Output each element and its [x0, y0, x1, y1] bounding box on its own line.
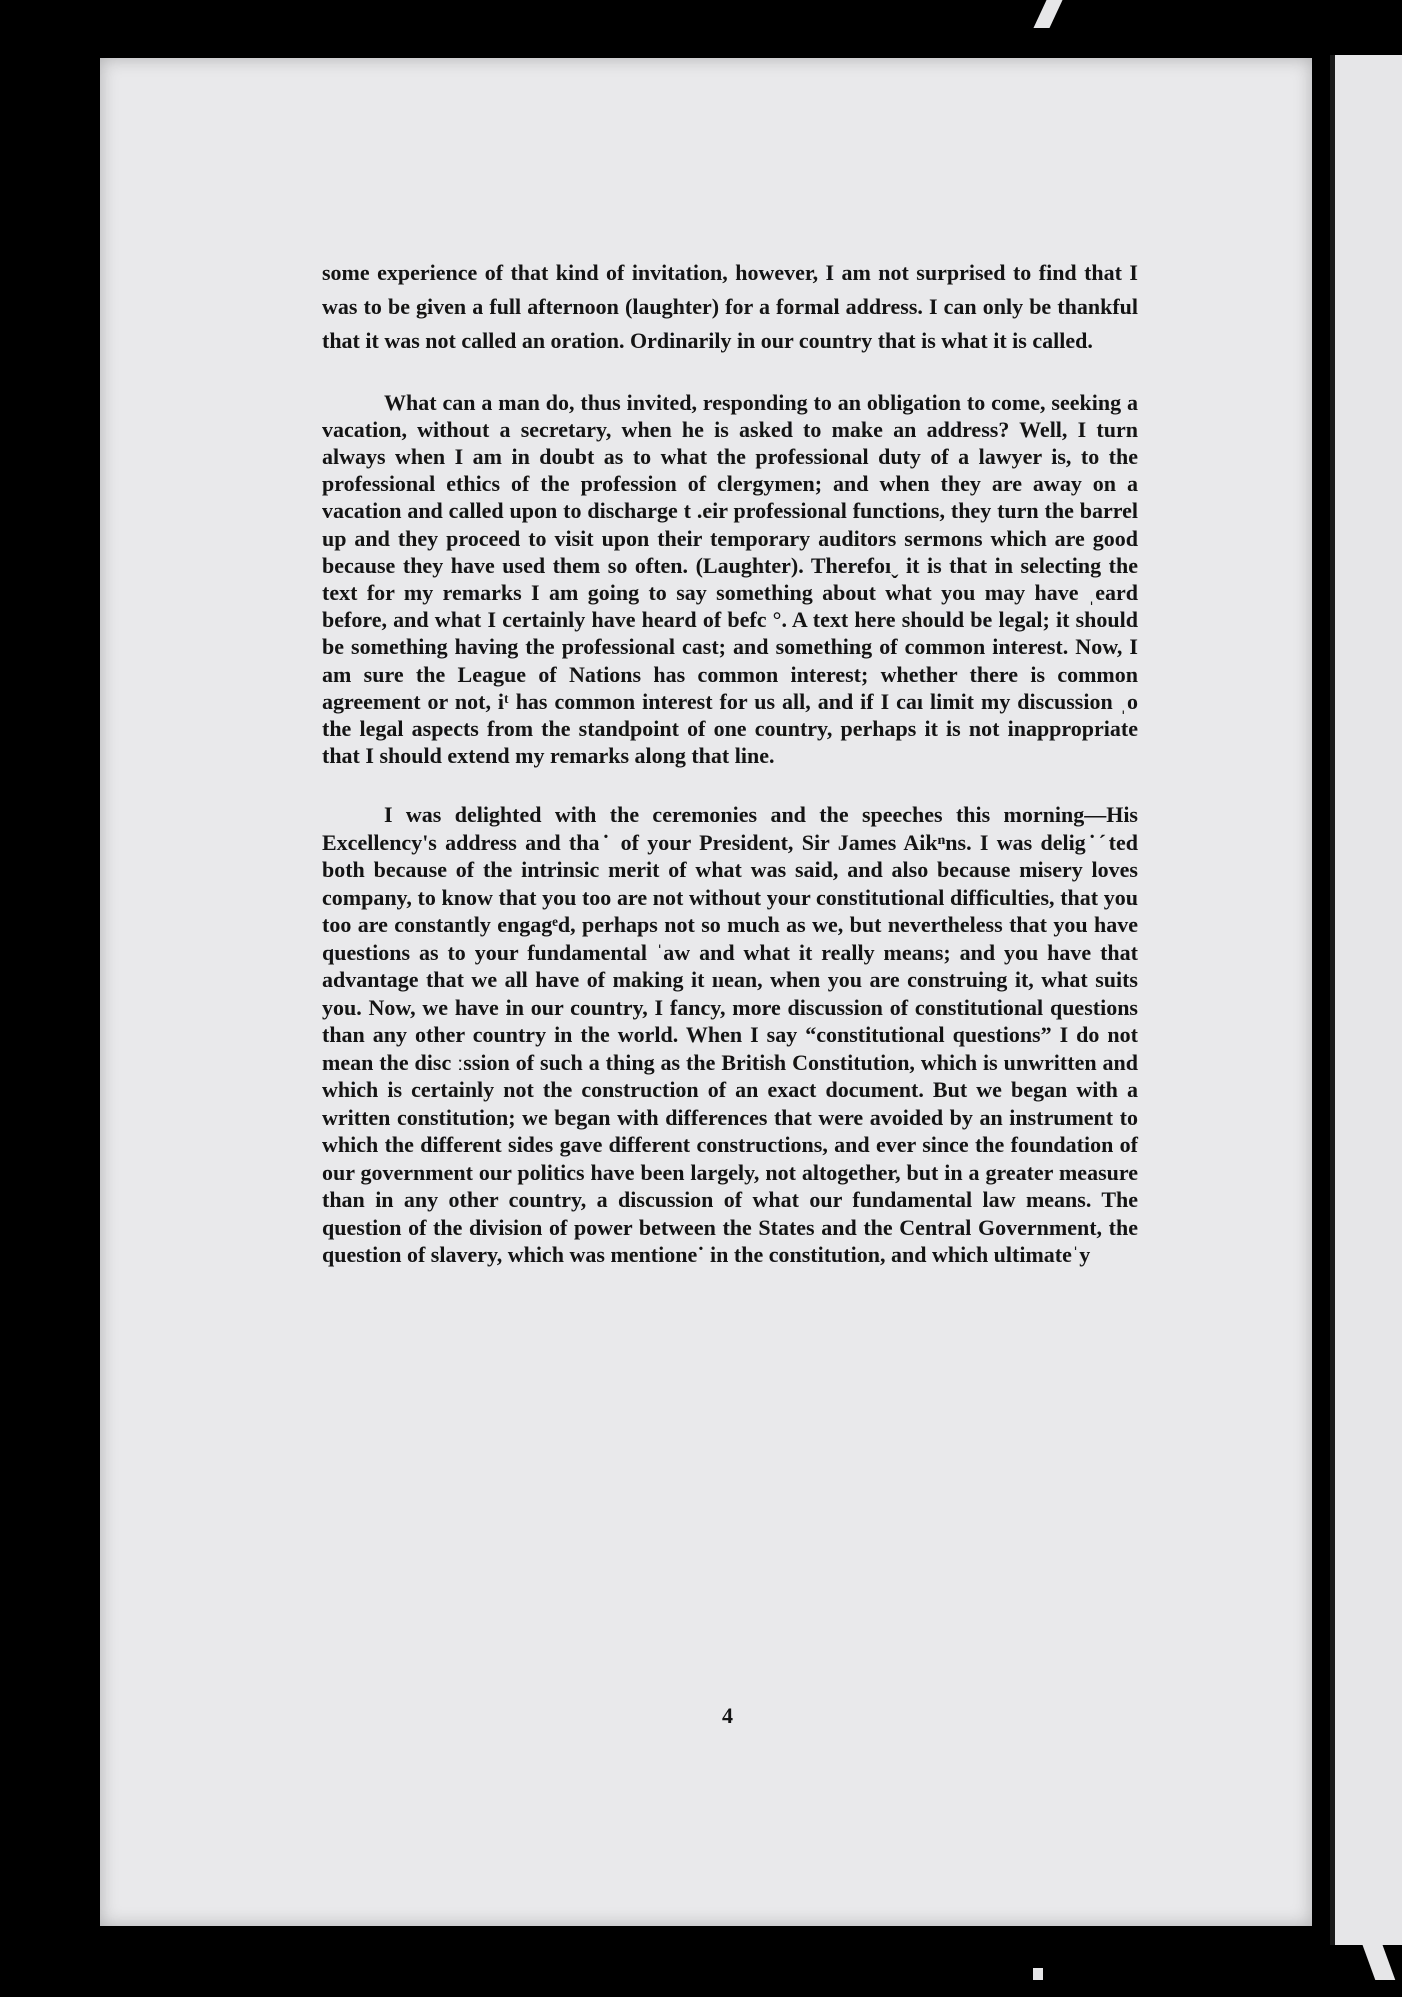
scan-speck: [1033, 0, 1062, 28]
next-page-edge: [1330, 55, 1402, 1945]
scan-speck: [1361, 1940, 1396, 1980]
paragraph-1: some experience of that kind of invitation, however, I am not surprised to find that I was to be given a full afternoon (laughter) for a formal address. I can only be thankful that it was not called an oration. Ordinarily in our country that is what it is called.: [322, 260, 1138, 354]
page-number: 4: [722, 1703, 733, 1728]
paragraph-3: I was delighted with the ceremonies and the speeches this morning—His Excellency's address and tha˙ of your President, Sir James Aikⁿns. I was delig˙ˊted both because of the intrinsic merit of what was said, and also because misery loves company, to know that you too are not without your constitutional difficulties, that you too are constantly engagᵉd, perhaps not so much as we, but nevertheless that you have questions as to your fundamental ˈaw and what it really means; and you have that advantage that we all have of making it ııean, when you are construing it, what suits you. Now, we have in our country, I fancy, more discussion of constitutional questions than any other country in the world. When I say “constitutional questions” I do not mean the disc ːssion of such a thing as the British Constitution, which is unwritten and which is certainly not the construction of an exact document. But we began with a written constitution; we began with differences that were avoided by an instrument to which the different sides gave different constructions, and ever since the foundation of our government our politics have been largely, not altogether, but in a greater measure than in any other country, a discussion of what our fundamental law means. The question of the division of power between the States and the Central Government, the question of slavery, which was mentione˙ in the constitution, and which ultimateˈy: [322, 802, 1138, 1268]
body-text: [322, 256, 1138, 1269]
scan-speck: [1033, 1968, 1043, 1980]
paragraph-2: What can a man do, thus invited, responding to an obligation to come, seeking a vacation, without a secretary, when he is asked to make an address? Well, I turn always when I am in doubt as to what the professional duty of a lawyer is, to the professional ethics of the profession of clergymen; and when they are away on a vacation and called upon to discharge t .eir professional functions, they turn the barrel up and they proceed to visit upon their temporary auditors sermons which are good because they have used them so often. (Laughter). Therefoıˬ it is that in selecting the text for my remarks I am going to say something about what you may have ˌeard before, and what I certainly have heard of befc °. A text here should be legal; it should be something having the professional cast; and something of common interest. Now, I am sure the League of Nations has common interest; whether there is common agreement or not, iᵗ has common interest for us all, and if I caı limit my discussion ˌo the legal aspects from the standpoint of one country, perhaps it is not inappropriate that I should extend my remarks along that line.: [322, 389, 1138, 769]
